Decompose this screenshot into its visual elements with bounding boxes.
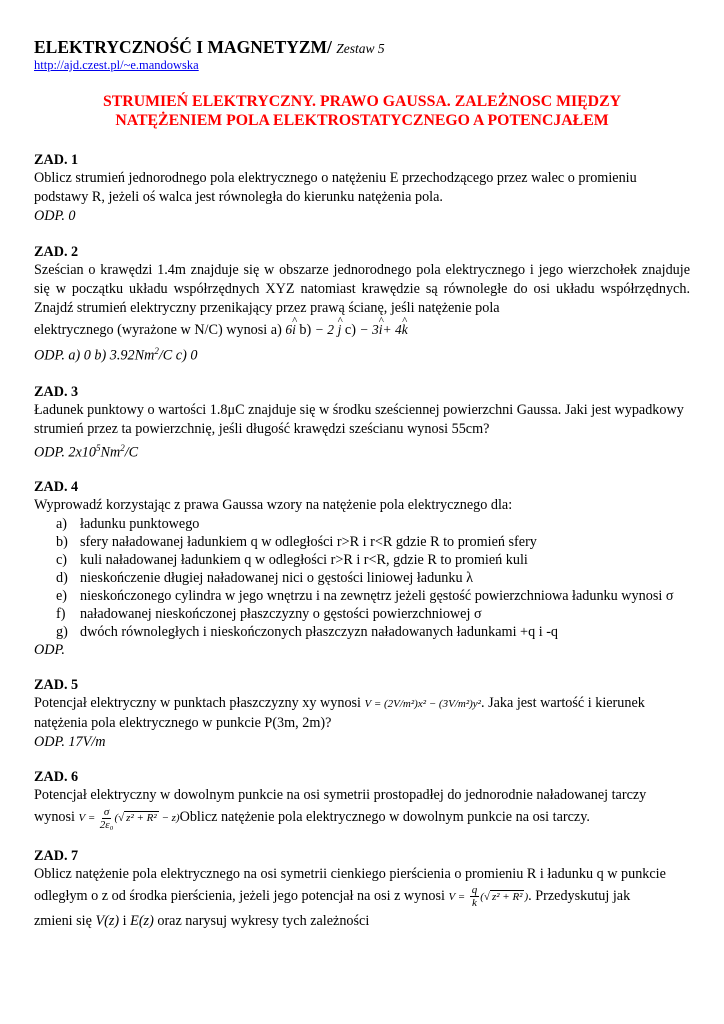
fraction-numerator: σ xyxy=(103,805,110,818)
fraction-denominator: 2ε₀ xyxy=(99,818,114,831)
list-item-text: naładowanej nieskończonej płaszczyzny o gęstości powierzchniowej σ xyxy=(80,606,482,623)
exercise-2-label: ZAD. 2 xyxy=(34,244,79,260)
list-item-text: nieskończonego cylindra w jego wnętrzu i na zewnętrz jeżeli gęstość powierzchniowa ładunku wynosi σ xyxy=(80,588,674,605)
exercise-3-answer xyxy=(34,439,690,463)
field-b-coef: − 2 xyxy=(314,322,335,337)
exercise-7-text3 xyxy=(34,909,690,933)
exercise-2-text-cont: elektrycznego (wyrażone w N/C) wynosi a) xyxy=(34,322,282,338)
exercise-5-label: ZAD. 5 xyxy=(34,677,79,694)
list-item-letter: c) xyxy=(56,552,68,569)
document-page xyxy=(34,38,690,933)
exercise-3-label: ZAD. 3 xyxy=(34,383,79,400)
exercise-1-text: Oblicz strumień jednorodnego pola elektrycznego o natężeniu E przechodzącego przez walec o promieniu podstawy R, jeżeli oś walca jest równoległa do kierunku natężenia pola. xyxy=(34,170,637,205)
formula-fraction xyxy=(100,806,114,831)
list-item-text: kuli naładowanej ładunkiem q w odległości r>R i r<R, gdzie R to promień kuli xyxy=(80,552,528,569)
author-link[interactable]: http://ajd.czest.pl/~e.mandowska xyxy=(34,58,199,72)
list-item xyxy=(34,605,690,623)
exercise-7-text-pre: odległym o z od środka pierścienia, jeżeli jego potencjał na osi z wynosi xyxy=(34,887,445,904)
course-title-text: ELEKTRYCZNOŚĆ I MAGNETYZM/ xyxy=(34,37,332,57)
exercise-5-answer: ODP. 17V/m xyxy=(34,734,106,751)
formula-tail: − z xyxy=(161,812,176,825)
formula-fraction xyxy=(470,884,480,909)
exercise-7-text3-pre: zmieni się xyxy=(34,912,92,929)
field-c-coef2: + 4 xyxy=(382,322,402,337)
exercise-7-text2: odległym o z od środka pierścienia, jeżeli jego potencjał na osi z wynosi V = $\frac{q}{k}$ (√ z² + R² ). Przedyskutuj jak xyxy=(34,883,631,909)
field-c-coef1: − 3 xyxy=(359,322,379,337)
answer-2-pre: ODP. a) 0 b) 3.92Nm xyxy=(34,347,155,364)
exercise-6-text2: wynosi V = $\frac{\sigma}{\text{2ε₀}}$ (√ z² + R² − z)Oblicz natężenie pola elektrycznego w dowolnym punkcie na osi tarczy. xyxy=(34,805,590,831)
exercise-7-text1: Oblicz natężenie pola elektrycznego na osi symetrii cienkiego pierścienia o promieniu R i ładunku q w punkcie xyxy=(34,865,666,882)
topic-title-line1: STRUMIEŃ ELEKTRYCZNY. PRAWO GAUSSA. ZALEŻNOSC MIĘDZY xyxy=(102,93,622,110)
unit-vector-k: ^ k xyxy=(402,318,408,342)
list-item-letter: d) xyxy=(56,570,68,587)
answer-3-pre: ODP. 2x10 xyxy=(34,444,96,461)
formula-root: z² + R² xyxy=(126,812,157,825)
list-item-letter: b) xyxy=(56,534,68,551)
list-item-letter: a) xyxy=(56,516,68,533)
formula-root: z² + R² xyxy=(491,890,523,903)
set-label: Zestaw 5 xyxy=(336,41,385,56)
fraction-denominator: k xyxy=(472,896,477,909)
list-item xyxy=(34,551,690,569)
answer-2-sup: 2 xyxy=(154,346,159,356)
unit-vector-i: ^ i xyxy=(292,318,296,342)
fraction-numerator: q xyxy=(471,883,478,896)
list-item-text: nieskończenie długiej naładowanej nici o gęstości liniowej ładunku λ xyxy=(80,570,473,587)
list-item-text: ładunku punktowego xyxy=(80,516,200,533)
field-b-label: b) xyxy=(299,322,312,338)
list-item xyxy=(34,533,690,551)
exercise-6-text-post: Oblicz natężenie pola elektrycznego w dowolnym punkcie na osi tarczy. xyxy=(179,809,590,826)
list-item-letter: e) xyxy=(56,588,68,605)
formula-v: V = xyxy=(78,812,96,825)
formula-v: V = xyxy=(448,890,466,903)
potential-formula-xy: V = (2V/m²)x² − (3V/m²)y² xyxy=(364,698,481,711)
unit-vector-i-c: ^ i xyxy=(379,318,383,342)
exercise-2-text: Sześcian o krawędzi 1.4m znajduje się w obszarze jednorodnego pola elektrycznego i jego wierzchołek znajduje się w początku układu współrzędnych XYZ natomiast krawędzie są równoległe do osi układu współrzędnych. Znajdź strumień elektryczny przenikający przez prawą ścianę, jeśli natężenie pola xyxy=(34,262,690,316)
exercise-6-text-pre: wynosi xyxy=(34,809,75,826)
exercise-1-answer: ODP. 0 xyxy=(34,208,76,224)
field-a-coef: 6 xyxy=(285,322,293,337)
list-item xyxy=(34,515,690,533)
exercise-4-label: ZAD. 4 xyxy=(34,479,79,496)
list-item-text: dwóch równoległych i nieskończonych płaszczyzn naładowanych ładunkami +q i -q xyxy=(80,624,559,641)
list-item-letter: f) xyxy=(56,606,66,623)
function-vz: V(z) xyxy=(95,912,120,929)
list-item xyxy=(34,623,690,641)
unit-vector-j: ^ j xyxy=(338,318,342,342)
exercise-7-text-post: . Przedyskutuj jak xyxy=(528,887,631,904)
topic-title xyxy=(34,92,690,130)
list-item-text: sfery naładowanej ładunkiem q w odległości r>R i r<R gdzie R to promień sfery xyxy=(80,534,537,551)
exercise-5-text-post: . Jaka jest wartość i kierunek natężenia pola elektrycznego w punkcie P(3m, 2m)? xyxy=(34,695,645,732)
exercise-4-answer: ODP. xyxy=(34,642,65,659)
exercise-5-text xyxy=(34,694,690,733)
conjunction: i xyxy=(122,912,127,929)
function-ez: E(z) xyxy=(130,912,154,929)
exercise-6-text1: Potencjał elektryczny w dowolnym punkcie na osi symetrii prostopadłej do jednorodnie naładowanej tarczy xyxy=(34,787,647,804)
exercise-4-intro: Wyprowadź korzystając z prawa Gaussa wzory na natężenie pola elektrycznego dla: xyxy=(34,497,513,514)
answer-3-sup1: 5 xyxy=(96,442,101,453)
exercise-2-answer xyxy=(34,342,690,366)
exercise-4-list xyxy=(34,515,690,641)
course-title xyxy=(34,38,690,58)
exercise-3-text: Ładunek punktowy o wartości 1.8μC znajduje się w środku sześciennej powierzchni Gaussa. Jaki jest wypadkowy strumień przez ta powierzchnię, jeśli długość krawędzi sześcianu wynosi 55cm? xyxy=(34,401,684,437)
answer-3-mid: Nm xyxy=(100,444,121,461)
exercise-7-text3-post: oraz narysuj wykresy tych zależności xyxy=(157,912,370,929)
exercise-5-text-pre: Potencjał elektryczny w punktach płaszczyzny xy wynosi xyxy=(34,695,361,712)
answer-3-post: /C xyxy=(124,444,139,461)
answer-3-sup2: 2 xyxy=(120,442,125,453)
exercise-1-label: ZAD. 1 xyxy=(34,152,79,168)
topic-title-line2: NATĘŻENIEM POLA ELEKTROSTATYCZNEGO A POTENCJAŁEM xyxy=(115,112,609,129)
field-c-label: c) xyxy=(344,322,356,338)
exercise-6-label: ZAD. 6 xyxy=(34,769,79,786)
answer-2-post: /C c) 0 xyxy=(158,347,198,364)
exercise-7-label: ZAD. 7 xyxy=(34,847,79,864)
exercise-2-field-values xyxy=(34,318,690,342)
list-item xyxy=(34,587,690,605)
list-item-letter: g) xyxy=(56,624,68,641)
list-item xyxy=(34,569,690,587)
